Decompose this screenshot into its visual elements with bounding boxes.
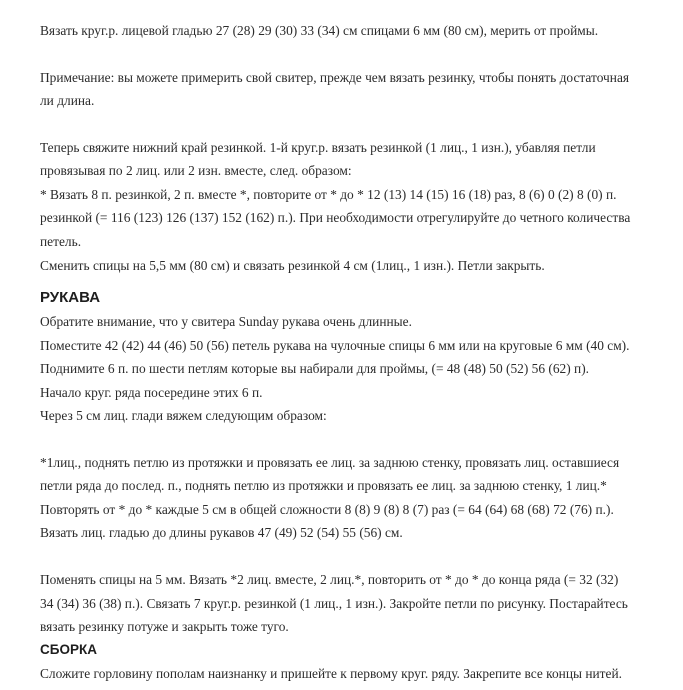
text-line: провязывая по 2 лиц. или 2 изн. вместе, след. образом: [40, 163, 352, 178]
text-line: петли ряда до послед. п., поднять петлю из протяжки и провязать ее лиц. за заднюю стенку, 1 лиц.* [40, 478, 607, 493]
text-line: Сложите горловину пополам наизнанку и пришейте к первому круг. ряду. Закрепите все концы нитей. [40, 666, 622, 681]
text-line: * Вязать 8 п. резинкой, 2 п. вместе *, повторите от * до * 12 (13) 14 (15) 16 (18) раз, 8 (6) 0 (2) 8 (0) п. [40, 187, 617, 202]
text-line: резинкой (= 116 (123) 126 (137) 152 (162) п.). При необходимости отрегулируйте до четного количества [40, 210, 631, 225]
text-line: вязать резинку потуже и закрыть тоже туго. [40, 619, 289, 634]
text-line: Через 5 см лиц. глади вяжем следующим образом: [40, 408, 327, 423]
text-line: Вязать круг.р. лицевой гладью 27 (28) 29 (30) 33 (34) см спицами 6 мм (80 см), мерить от проймы. [40, 23, 599, 38]
text-line: Поместите 42 (42) 44 (46) 50 (56) петель рукава на чулочные спицы 6 мм или на круговые 6 мм (40 см). [40, 338, 630, 353]
text-line: Поднимите 6 п. по шести петлям которые вы набирали для проймы, (= 48 (48) 50 (52) 56 (62) п). [40, 361, 590, 376]
text-line: Вязать лиц. гладью до длины рукавов 47 (49) 52 (54) 55 (56) см. [40, 525, 403, 540]
text-line: ли длина. [40, 93, 95, 108]
text-line: 34 (34) 36 (38) п.). Связать 7 круг.р. резинкой (1 лиц., 1 изн.). Закройте петли по рисунку. Постарайтесь [40, 596, 628, 611]
text-line: Обратите внимание, что у свитера Sunday рукава очень длинные. [40, 314, 412, 329]
text-line: Теперь свяжите нижний край резинкой. 1-й круг.р. вязать резинкой (1 лиц., 1 изн.), убавляя петли [40, 140, 596, 155]
text-line: *1лиц., поднять петлю из протяжки и провязать ее лиц. за заднюю стенку, провязать лиц. оставшиеся [40, 455, 620, 470]
text-line: Начало круг. ряда посередине этих 6 п. [40, 385, 263, 400]
text-line: Повторять от * до * каждые 5 см в общей сложности 8 (8) 9 (8) 8 (7) раз (= 64 (64) 68 (68) 72 (76) п.). [40, 502, 614, 517]
section-heading-assembly: СБОРКА [40, 642, 97, 657]
text-line: Сменить спицы на 5,5 мм (80 см) и связать резинкой 4 см (1лиц., 1 изн.). Петли закрыть. [40, 258, 545, 273]
section-heading-sleeves: РУКАВА [40, 289, 101, 306]
text-line: Примечание: вы можете примерить свой свитер, прежде чем вязать резинку, чтобы понять достаточная [40, 70, 630, 85]
text-line: петель. [40, 234, 82, 249]
text-line: Поменять спицы на 5 мм. Вязать *2 лиц. вместе, 2 лиц.*, повторить от * до * до конца ряда (= 32 (32) [40, 572, 619, 587]
